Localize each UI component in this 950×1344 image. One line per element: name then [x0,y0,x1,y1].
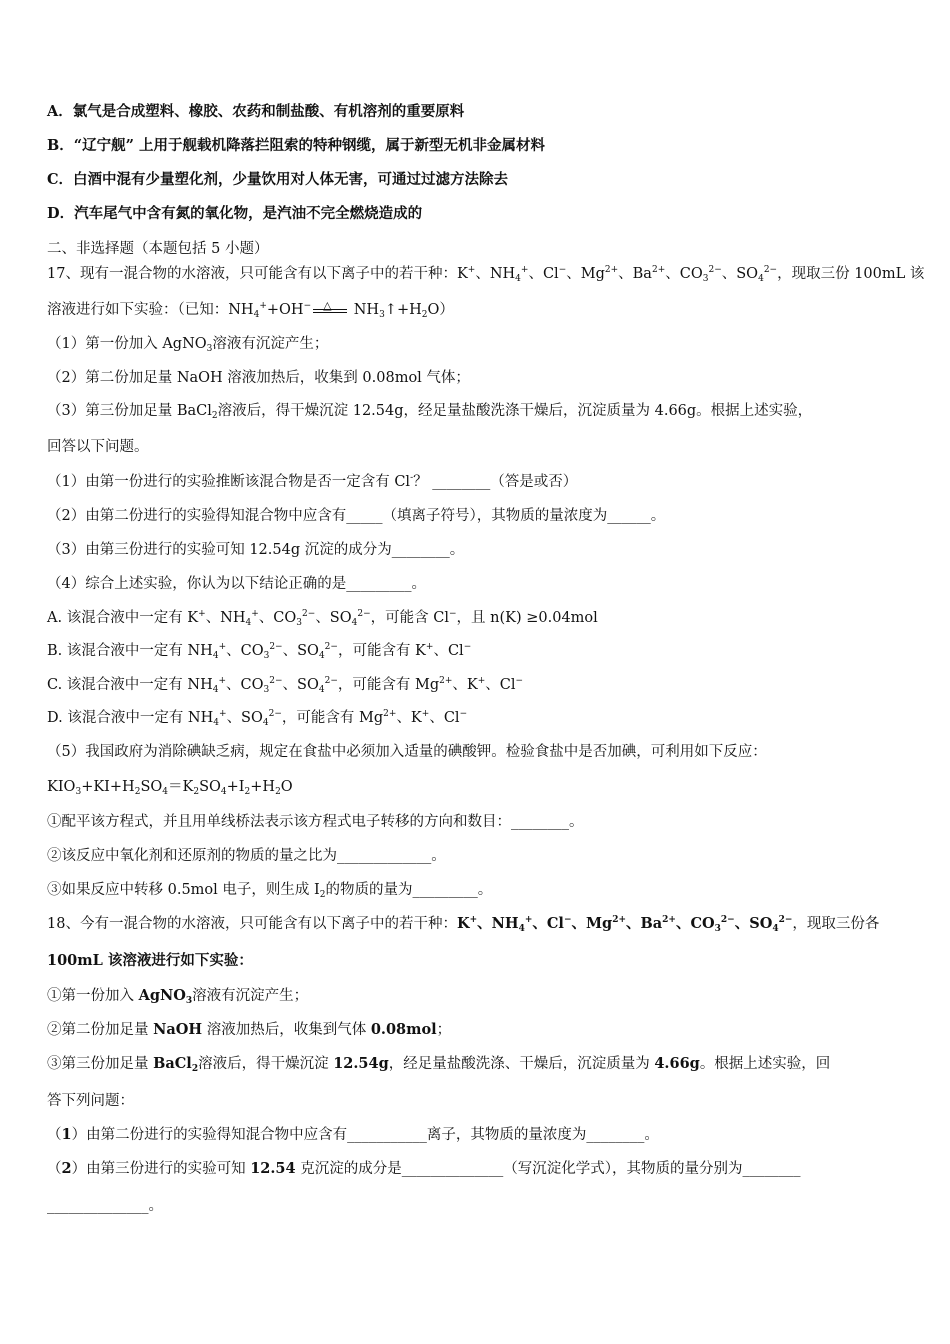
q16-option-b: B．“辽宁舰” 上用于舰载机降落拦阻索的特种钢缆，属于新型无机非金属材料 [47,137,545,154]
q18-ask2-line2: ______________。 [47,1198,163,1214]
q17-stem-line2: 溶液进行如下实验：（已知：$NH_4^++OH^-$ △ $NH_3↑+H_2O$） [47,299,454,320]
q17-step1: （1）第一份加入 AgNO$_3$溶液有沉淀产生； [47,336,329,354]
q17-step3b: 回答以下问题。 [47,439,149,455]
q17-ask1: （1）由第一份进行的实验推断该混合物是否一定含有 Cl-？ ________（答是或否） [47,473,578,490]
q17-step3a: （3）第三份加足量 BaCl$_2$溶液后，得干燥沉淀 12.54g，经足量盐酸洗涤干燥后，沉淀质量为 4.66g。根据上述实验， [47,403,813,421]
q17-ask5: （5）我国政府为消除碘缺乏病，规定在食盐中必须加入适量的碘酸钾。检验食盐中是否加碘，可利用如下反应： [47,744,767,760]
q16-option-c: C．白酒中混有少量塑化剂，少量饮用对人体无害，可通过过滤方法除去 [47,171,509,188]
q17-option-c: C. 该混合液中一定有 $NH_4^+$、$CO_3^{2-}$、$SO_4^{2-}$，可能含有 $Mg^{2+}$、K+、Cl− [47,676,524,695]
q18-step3b: 答下列问题： [47,1093,134,1109]
q17-ask2: （2）由第二份进行的实验得知混合物中应含有_____（填离子符号），其物质的量浓度为______。 [47,508,666,524]
q17-option-d: D. 该混合液中一定有 $NH_4^+$、$SO_4^{2-}$，可能含有 $Mg^{2+}$、K+、Cl− [47,709,468,728]
q17-stem-line1: 17、现有一混合物的水溶液，只可能含有以下离子中的若干种：K+、$NH_4^+$、Cl−、$Mg^{2+}$、$Ba^{2+}$、$CO_3^{2-}$、$SO_4^{2-}$，现取三份 100mL 该 [47,265,925,284]
q16-option-d: D．汽车尾气中含有氮的氧化物，是汽油不完全燃烧造成的 [47,205,423,222]
heating-arrow-icon: △ [311,302,349,316]
q17-option-b: B. 该混合液中一定有 $NH_4^+$、$CO_3^{2-}$、$SO_4^{2-}$，可能含有 K+、Cl− [47,642,472,661]
q18-step3: ③第三份加足量 BaCl$_2$溶液后，得干燥沉淀 12.54g，经足量盐酸洗涤、干燥后，沉淀质量为 4.66g。根据上述实验，回 [47,1055,831,1074]
q17-sub1: ①配平该方程式，并且用单线桥法表示该方程式电子转移的方向和数目：________。 [47,814,584,830]
q18-ask1: （1）由第二份进行的实验得知混合物中应含有___________离子，其物质的量浓度为________。 [47,1126,659,1143]
q17-equation: $KIO_3+KI+H_2SO_4=K_2SO_4+I_2+H_2O$ [47,779,293,797]
q17-sub2: ②该反应中氧化剂和还原剂的物质的量之比为_____________。 [47,848,446,864]
q17-step2: （2）第二份加足量 NaOH 溶液加热后，收集到 0.08mol 气体； [47,370,470,386]
q17-sub3: ③如果反应中转移 0.5mol 电子，则生成 $I_2$的物质的量为_________。 [47,882,493,900]
q17-option-a: A. 该混合液中一定有 K+、$NH_4^+$、$CO_3^{2-}$、$SO_4^{2-}$，可能含 Cl−，且 n(K) ≥0.04mol [47,609,598,628]
q18-stem-line2: 100mL 该溶液进行如下实验： [47,952,253,969]
section-title: 二、非选择题（本题包括 5 小题） [47,241,269,257]
q18-step1: ①第一份加入 AgNO$_3$溶液有沉淀产生； [47,987,309,1006]
q18-stem-line1: 18、今有一混合物的水溶液，只可能含有以下离子中的若干种：K+、$NH_4^+$、Cl−、$Mg^{2+}$、$Ba^{2+}$、$CO_3^{2-}$、$SO_4^{2-}$，现取三份各 [47,915,880,934]
q18-step2: ②第二份加足量 NaOH 溶液加热后，收集到气体 0.08mol； [47,1021,452,1038]
q17-ask4: （4）综合上述实验，你认为以下结论正确的是_________。 [47,576,426,592]
q17-ask3: （3）由第三份进行的实验可知 12.54g 沉淀的成分为________。 [47,542,465,558]
q16-option-a: A．氯气是合成塑料、橡胶、农药和制盐酸、有机溶剂的重要原料 [47,103,465,120]
q18-ask2: （2）由第三份进行的实验可知 12.54 克沉淀的成分是______________（写沉淀化学式），其物质的量分别为________ [47,1160,801,1177]
